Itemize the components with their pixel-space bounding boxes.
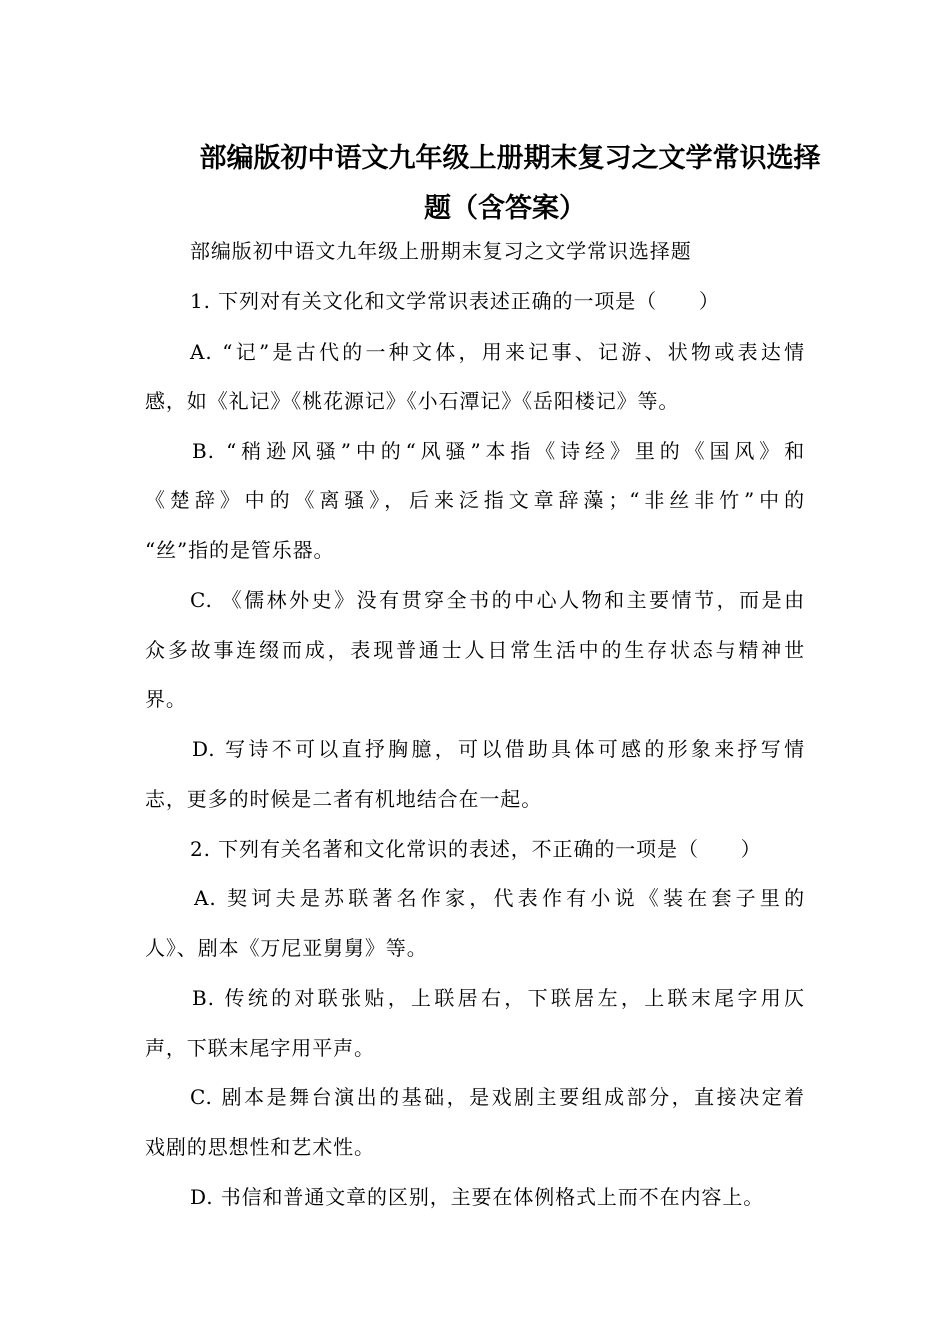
question-2-option-a-line-1: A. 契诃夫是苏联著名作家，代表作有小说《装在套子里的: [194, 886, 805, 910]
question-2-option-b-line-1: B. 传统的对联张贴，上联居右，下联居左，上联末尾字用仄: [192, 986, 805, 1010]
question-1-option-b-line-1: B. “稍逊风骚”中的“风骚”本指《诗经》里的《国风》和: [192, 439, 805, 463]
document-title-line-1: 部编版初中语文九年级上册期末复习之文学常识选择: [199, 143, 821, 174]
question-1-option-b-line-2: 《楚辞》中的《离骚》，后来泛指文章辞藻；“非丝非竹”中的: [145, 488, 805, 512]
question-1-option-c-line-3: 界。: [145, 687, 187, 711]
question-1-option-d-line-1: D. 写诗不可以直抒胸臆，可以借助具体可感的形象来抒写情: [192, 737, 805, 761]
question-2-option-c-line-1: C. 剧本是舞台演出的基础，是戏剧主要组成部分，直接决定着: [190, 1085, 805, 1109]
question-1-option-d-line-2: 志，更多的时候是二者有机地结合在一起。: [145, 787, 543, 811]
question-1-option-c-line-2: 众多故事连缀而成，表现普通士人日常生活中的生存状态与精神世: [145, 638, 805, 662]
question-1-option-c-line-1: C. 《儒林外史》没有贯穿全书的中心人物和主要情节，而是由: [190, 588, 805, 612]
question-2-option-d-line-1: D. 书信和普通文章的区别，主要在体例格式上而不在内容上。: [190, 1185, 765, 1209]
document-title-line-2: 题（含答案）: [424, 193, 586, 224]
question-2-option-a-line-2: 人》、剧本《万尼亚舅舅》等。: [145, 936, 428, 960]
question-2-stem: 2. 下列有关名著和文化常识的表述，不正确的一项是（ ）: [190, 837, 762, 861]
document-subtitle: 部编版初中语文九年级上册期末复习之文学常识选择题: [190, 239, 692, 263]
question-1-option-b-line-3: “丝”指的是管乐器。: [145, 538, 335, 562]
question-1-option-a-line-1: A. “记”是古代的一种文体，用来记事、记游、状物或表达情: [190, 340, 805, 364]
question-1-option-a-line-2: 感，如《礼记》《桃花源记》《小石潭记》《岳阳楼记》等。: [145, 389, 680, 413]
question-1-stem: 1. 下列对有关文化和文学常识表述正确的一项是（ ）: [190, 289, 720, 313]
question-2-option-c-line-2: 戏剧的思想性和艺术性。: [145, 1135, 375, 1159]
question-2-option-b-line-2: 声，下联末尾字用平声。: [145, 1036, 375, 1060]
